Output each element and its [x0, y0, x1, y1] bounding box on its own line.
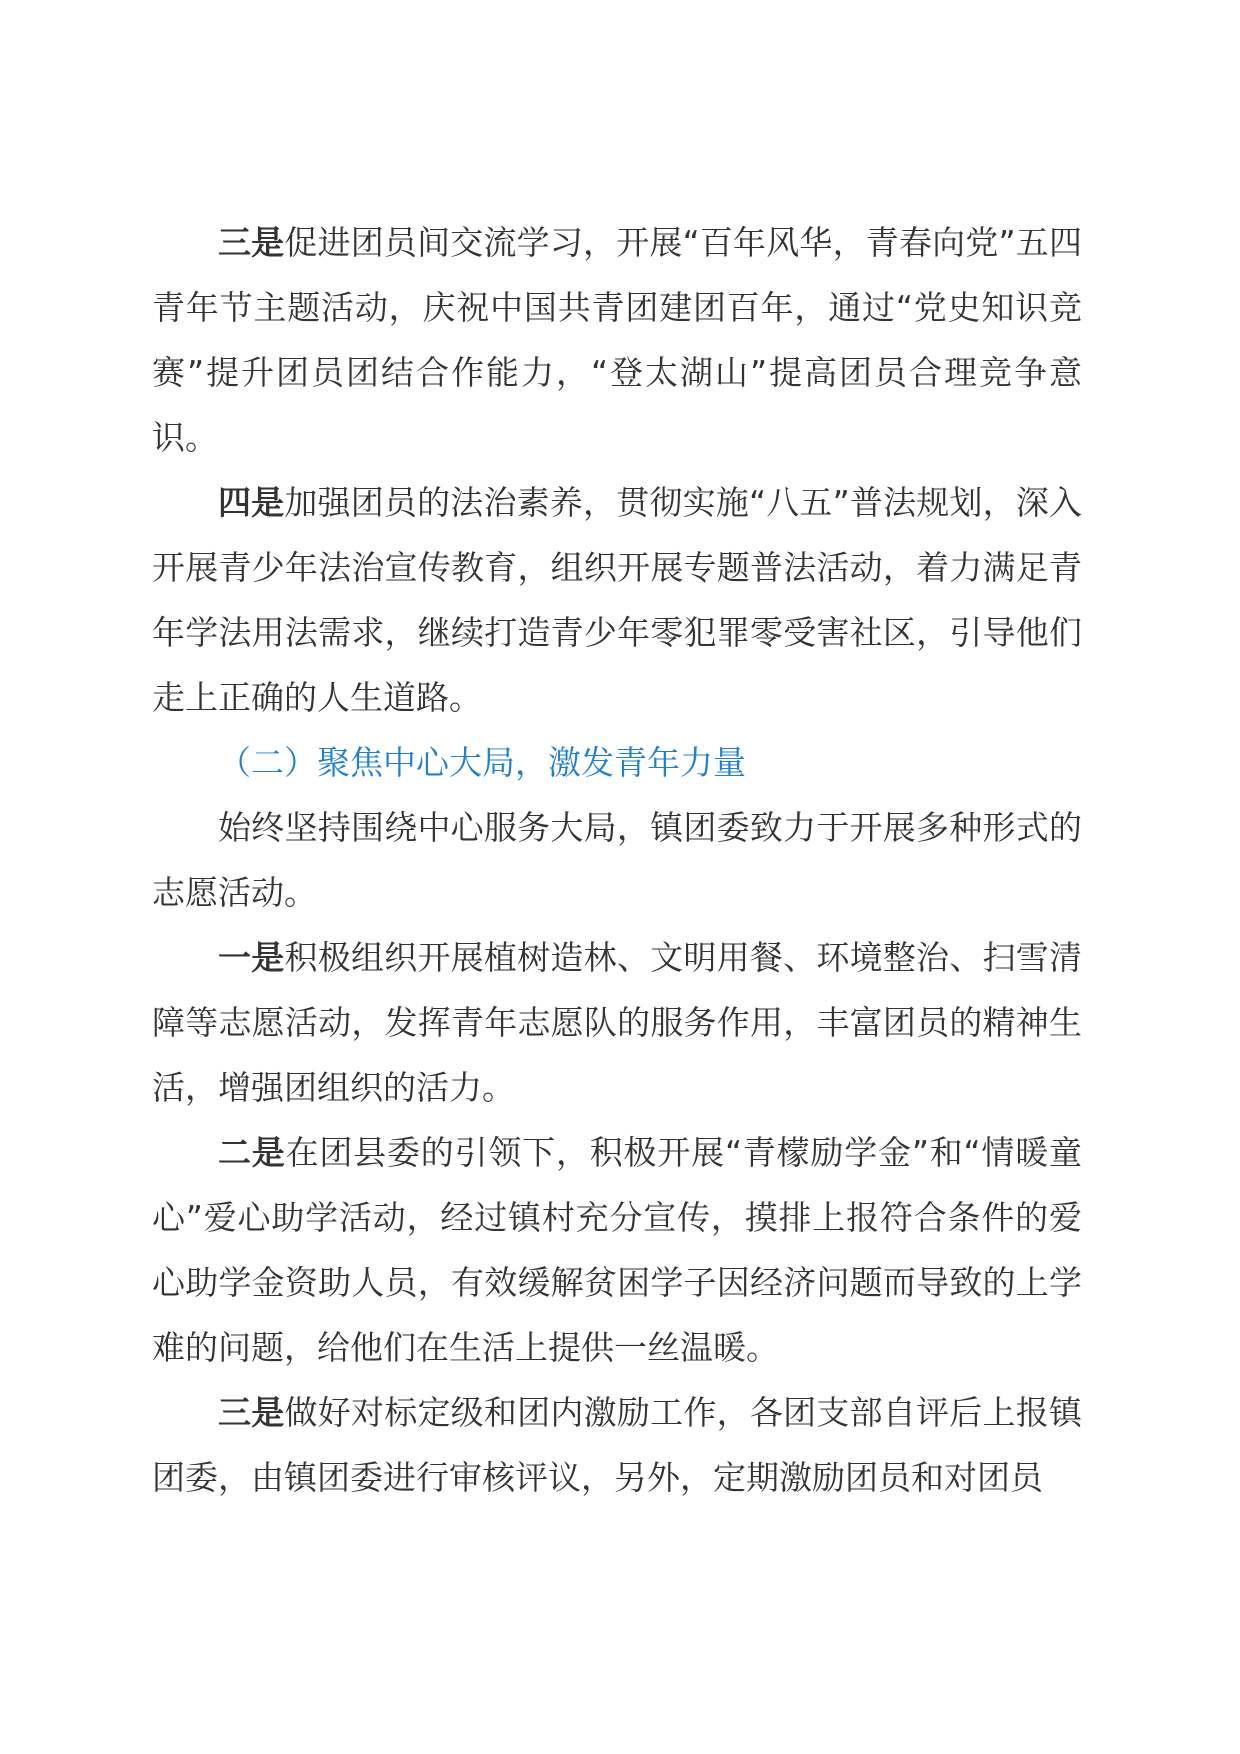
paragraph-lead: 三是 [218, 223, 285, 262]
paragraph-three [152, 210, 1082, 470]
paragraph-text: 促进团员间交流学习，开展“百年风华，青春向党”五四青年节主题活动，庆祝中国共青团建团百年，通过“党史知识竞赛”提升团员团结合作能力，“登太湖山”提高团员合理竞争意识。 [152, 223, 1082, 457]
section-paragraph-two [152, 1120, 1082, 1380]
paragraph-lead: 一是 [218, 938, 285, 977]
paragraph-text: 加强团员的法治素养，贯彻实施“八五”普法规划，深入开展青少年法治宣传教育，组织开展专题普法活动，着力满足青年学法用法需求，继续打造青少年零犯罪零受害社区，引导他们走上正确的人生道路。 [152, 483, 1082, 717]
section-paragraph-one [152, 925, 1082, 1120]
document-body [152, 210, 1082, 1510]
section-heading: （二）聚焦中心大局，激发青年力量 [218, 743, 746, 782]
paragraph-lead: 二是 [218, 1133, 286, 1172]
section-intro: 始终坚持围绕中心服务大局，镇团委致力于开展多种形式的志愿活动。 [152, 808, 1082, 912]
paragraph-text: 做好对标定级和团内激励工作，各团支部自评后上报镇团委，由镇团委进行审核评议，另外，定期激励团员和对团员 [152, 1393, 1083, 1497]
paragraph-text: 在团县委的引领下，积极开展“青檬励学金”和“情暖童心”爱心助学活动，经过镇村充分宣传，摸排上报符合条件的爱心助学金资助人员，有效缓解贫困学子因经济问题而导致的上学难的问题，给他们在生活上提供一丝温暖。 [152, 1133, 1082, 1367]
paragraph-text: 积极组织开展植树造林、文明用餐、环境整治、扫雪清障等志愿活动，发挥青年志愿队的服务作用，丰富团员的精神生活，增强团组织的活力。 [152, 938, 1083, 1107]
paragraph-four [152, 470, 1082, 730]
paragraph-lead: 三是 [218, 1393, 285, 1432]
paragraph-lead: 四是 [218, 483, 285, 522]
section-paragraph-three [152, 1380, 1082, 1510]
